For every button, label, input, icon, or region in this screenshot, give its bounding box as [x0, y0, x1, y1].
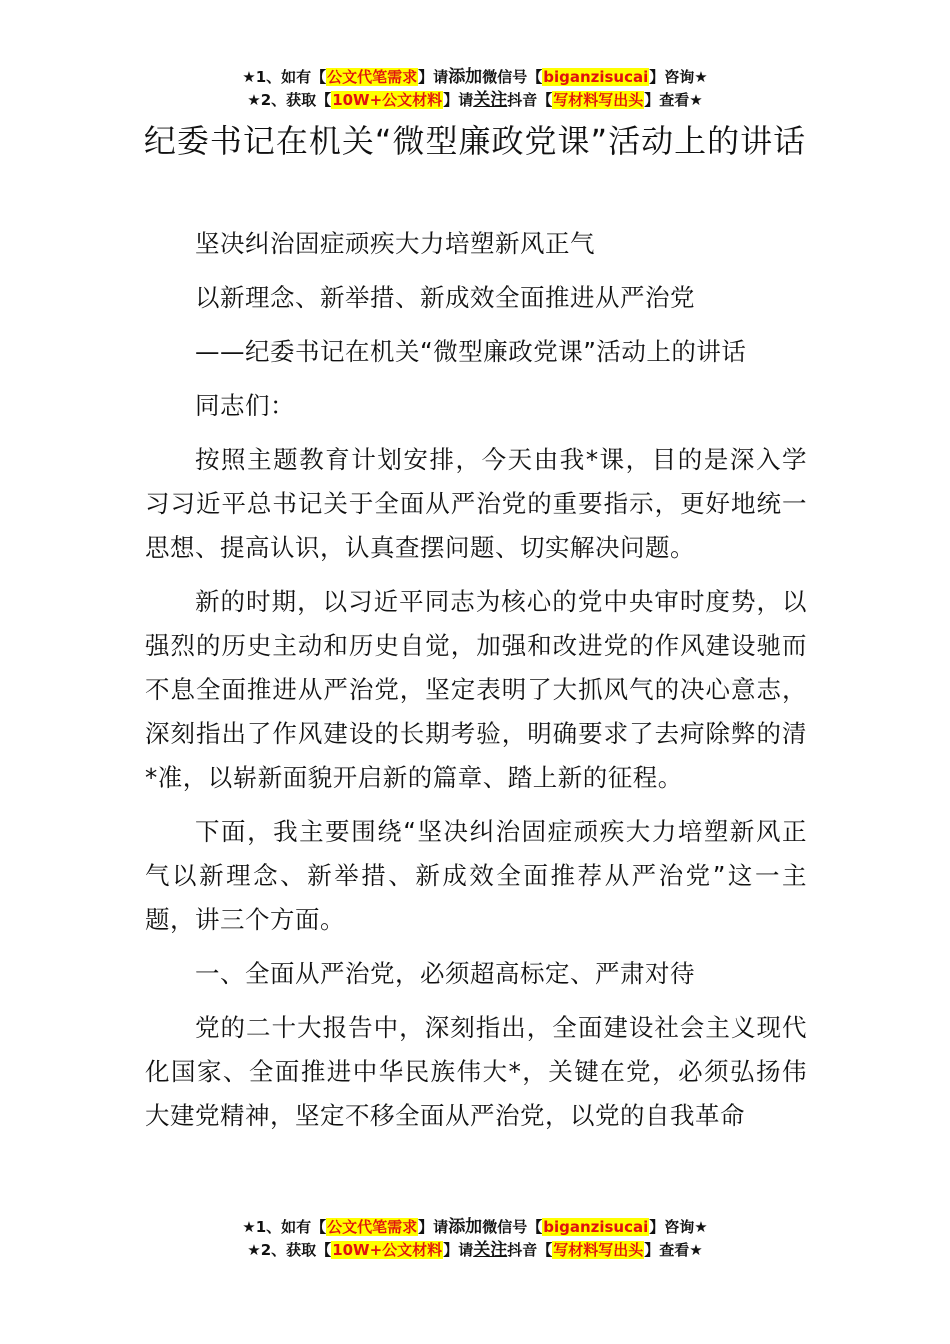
body-paragraph: 按照主题教育计划安排，今天由我*课，目的是深入学习习近平总书记关于全面从严治党的重要指示，更好地统一思想、提高认识，认真查摆问题、切实解决问题。 — [145, 445, 807, 562]
body-paragraph: 新的时期，以习近平同志为核心的党中央审时度势，以强烈的历史主动和历史自觉，加强和改进党的作风建设驰而不息全面推进从严治党，坚定表明了大抓风气的决心意志，深刻指出了作风建设的长期考验，明确要求了去疴除弊的清*准，以崭新面貌开启新的篇章、踏上新的征程。 — [145, 587, 807, 792]
banner-text: 】查看★ — [644, 1241, 703, 1259]
banner-line-1 — [0, 1216, 950, 1239]
banner-text: ★2、获取【 — [247, 1241, 332, 1259]
banner-text: 抖音【 — [507, 1241, 553, 1259]
body-paragraph: 党的二十大报告中，深刻指出，全面建设社会主义现代化国家、全面推进中华民族伟大*，关键在党，必须弘扬伟大建党精神，坚定不移全面从严治党，以党的自我革命 — [145, 1013, 807, 1130]
banner-line-1 — [0, 66, 950, 89]
document-body — [145, 222, 807, 1148]
salutation: 同志们： — [195, 391, 295, 420]
highlight-materials: 10W+公文材料 — [332, 91, 443, 109]
highlight-service: 公文代笔需求 — [327, 1218, 418, 1236]
body-paragraph: 下面，我主要围绕“坚决纠治固症顽疾大力培塑新风正气以新理念、新举措、新成效全面推荐从严治党”这一主题，讲三个方面。 — [145, 817, 807, 934]
highlight-materials: 10W+公文材料 — [332, 1241, 443, 1259]
banner-text: ★1、如有【 — [242, 68, 327, 86]
highlight-douyin-id: 写材料写出头 — [553, 1241, 644, 1259]
banner-text: 】请 — [443, 91, 474, 109]
banner-text: 微信号【 — [482, 1218, 543, 1236]
footer-banner — [0, 1216, 950, 1262]
banner-text: 微信号【 — [482, 68, 543, 86]
banner-text: 】咨询★ — [649, 68, 708, 86]
subtitle-3: ——纪委书记在机关“微型廉政党课”活动上的讲话 — [195, 337, 747, 366]
highlight-wechat-id: biganzisucai — [543, 1218, 649, 1236]
banner-emphasis: 添加 — [448, 1217, 483, 1237]
banner-line-2 — [0, 89, 950, 112]
subtitle-2: 以新理念、新举措、新成效全面推进从严治党 — [195, 283, 695, 312]
banner-emphasis: 关注 — [473, 90, 508, 110]
banner-text: 】查看★ — [644, 91, 703, 109]
banner-line-2 — [0, 1239, 950, 1262]
highlight-douyin-id: 写材料写出头 — [553, 91, 644, 109]
document-title: 纪委书记在机关“微型廉政党课”活动上的讲话 — [143, 122, 807, 160]
banner-emphasis: 添加 — [448, 67, 483, 87]
banner-text: ★1、如有【 — [242, 1218, 327, 1236]
subtitle-1: 坚决纠治固症顽疾大力培塑新风正气 — [195, 229, 595, 258]
banner-text: 】请 — [418, 68, 449, 86]
section-heading: 一、全面从严治党，必须超高标定、严肃对待 — [195, 959, 695, 988]
banner-text: 】咨询★ — [649, 1218, 708, 1236]
banner-text: 】请 — [443, 1241, 474, 1259]
banner-text: 】请 — [418, 1218, 449, 1236]
banner-text: ★2、获取【 — [247, 91, 332, 109]
highlight-service: 公文代笔需求 — [327, 68, 418, 86]
banner-emphasis: 关注 — [473, 1240, 508, 1260]
banner-text: 抖音【 — [507, 91, 553, 109]
header-banner — [0, 66, 950, 112]
highlight-wechat-id: biganzisucai — [543, 68, 649, 86]
